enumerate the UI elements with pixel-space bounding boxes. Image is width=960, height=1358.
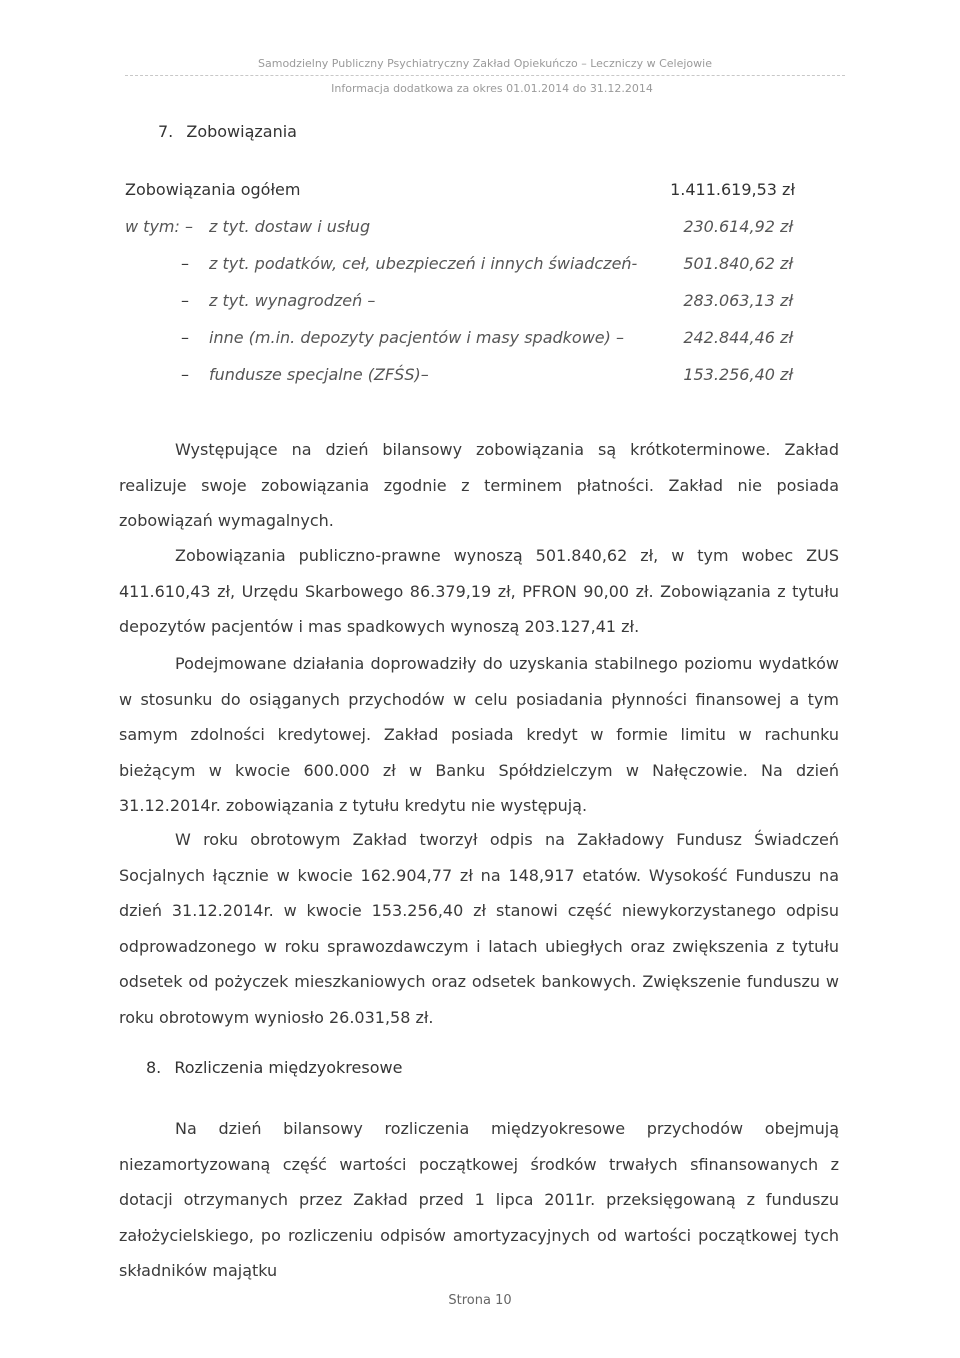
liability-prefix: w tym: – xyxy=(125,217,193,236)
paragraph-text: Podejmowane działania doprowadziły do uzyskania stabilnego poziomu wydatków w stosunku do osiąganych przychodów w celu posiadania płynności finansowej a tym samym zdolności kredytowej. Zakład posiada kredyt w formie limitu w rachunku bieżącym w kwocie 600.000 zł w Banku Spółdzielczym w Nałęczowie. Na dzień 31.12.2014r. zobowiązania z tytułu kredytu nie występują. xyxy=(119,654,839,815)
section-8-title: Rozliczenia międzyokresowe xyxy=(174,1058,403,1077)
total-label: Zobowiązania ogółem xyxy=(125,180,301,199)
paragraph-text: Występujące na dzień bilansowy zobowiązania są krótkoterminowe. Zakład realizuje swoje zobowiązania zgodnie z terminem płatności. Zakład nie posiada zobowiązań wymagalnych. xyxy=(119,440,839,530)
paragraph-accruals xyxy=(119,1111,839,1289)
section-7-title: Zobowiązania xyxy=(186,122,297,141)
liability-amount: 153.256,40 zł xyxy=(683,365,793,384)
liability-amount: 283.063,13 zł xyxy=(683,291,793,310)
paragraph-text: Na dzień bilansowy rozliczenia międzyokresowe przychodów obejmują niezamortyzowaną część wartości początkowej środków trwałych sfinansowanych z dotacji otrzymanych przez Zakład przed 1 lipca 2011r. przeksięgowaną z funduszu założycielskiego, po rozliczeniu odpisów amortyzacyjnych od wartości początkowej tych składników majątku xyxy=(119,1119,839,1280)
liability-amount: 230.614,92 zł xyxy=(683,217,793,236)
liability-text: fundusze specjalne (ZFŚS)– xyxy=(209,365,429,384)
list-dash: – xyxy=(181,328,189,347)
paragraph-credit xyxy=(119,646,839,824)
total-amount: 1.411.619,53 zł xyxy=(670,180,795,199)
liabilities-total-row xyxy=(125,180,815,217)
section-8-number: 8. xyxy=(146,1058,162,1077)
paragraph-public-law xyxy=(119,538,839,645)
liability-row xyxy=(125,291,815,328)
paragraph-short-term xyxy=(119,432,839,539)
liability-row xyxy=(125,328,815,365)
institution-name: Samodzielny Publiczny Psychiatryczny Zakład Opiekuńczo – Leczniczy w Celejowie xyxy=(258,57,712,70)
paragraph-social-fund xyxy=(119,822,839,1035)
liability-text: z tyt. dostaw i usług xyxy=(209,217,371,236)
page-header xyxy=(0,56,960,96)
liability-text: z tyt. wynagrodzeń – xyxy=(209,291,376,310)
liabilities-list xyxy=(125,180,815,402)
report-period: Informacja dodatkowa za okres 01.01.2014 do 31.12.2014 xyxy=(331,82,653,95)
liability-row xyxy=(125,365,815,402)
paragraph-text: W roku obrotowym Zakład tworzył odpis na Zakładowy Fundusz Świadczeń Socjalnych łącznie w kwocie 162.904,77 zł na 148,917 etatów. Wysokość Funduszu na dzień 31.12.2014r. w kwocie 153.256,40 zł stanowi część niewykorzystanego odpisu odprowadzonego w roku sprawozdawczym i latach ubiegłych oraz zwiększenia z tytułu odsetek od pożyczek mieszkaniowych oraz odsetek bankowych. Zwiększenie funduszu w roku obrotowym wyniosło 26.031,58 zł. xyxy=(119,830,839,1027)
section-7-heading xyxy=(158,122,297,141)
liability-text: inne (m.in. depozyty pacjentów i masy spadkowe) – xyxy=(209,328,624,347)
list-dash: – xyxy=(181,291,189,310)
liability-row xyxy=(125,217,815,254)
paragraph-text: Zobowiązania publiczno-prawne wynoszą 501.840,62 zł, w tym wobec ZUS 411.610,43 zł, Urzędu Skarbowego 86.379,19 zł, PFRON 90,00 zł. Zobowiązania z tytułu depozytów pacjentów i mas spadkowych wynoszą 203.127,41 zł. xyxy=(119,546,839,636)
page-number: Strona 10 xyxy=(448,1293,512,1308)
liability-amount: 242.844,46 zł xyxy=(683,328,793,347)
header-divider xyxy=(125,75,845,76)
section-8-heading xyxy=(146,1058,402,1077)
list-dash: – xyxy=(181,254,189,273)
liability-amount: 501.840,62 zł xyxy=(683,254,793,273)
liability-text: z tyt. podatków, ceł, ubezpieczeń i innych świadczeń- xyxy=(209,254,638,273)
liability-row xyxy=(125,254,815,291)
section-7-number: 7. xyxy=(158,122,174,141)
list-dash: – xyxy=(181,365,189,384)
